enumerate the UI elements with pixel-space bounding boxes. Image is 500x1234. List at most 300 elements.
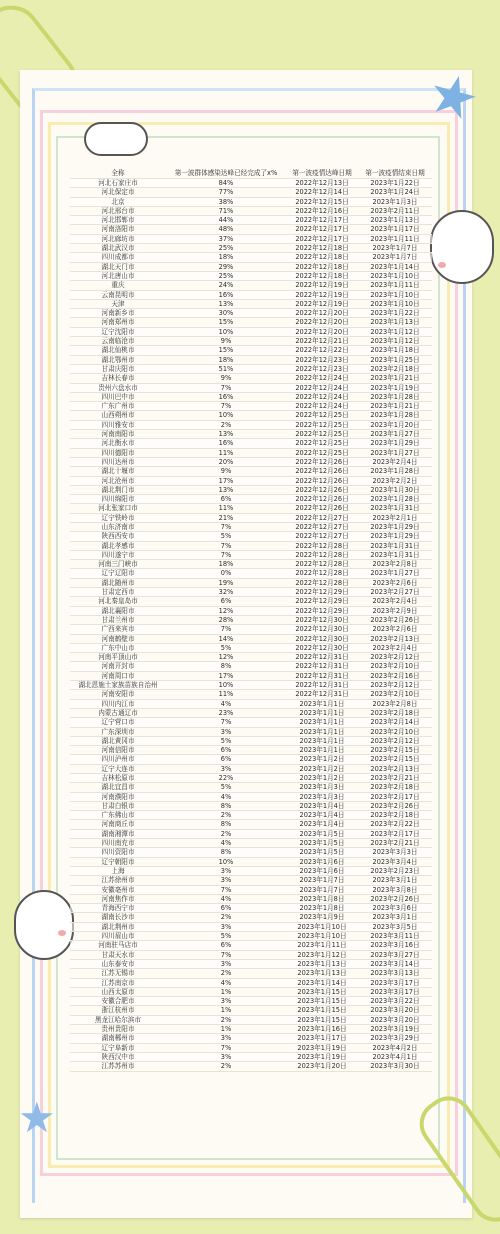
cell-percent: 14% (166, 634, 286, 643)
table-row (70, 402, 432, 411)
cell-peak-date: 2023年1月15日 (286, 1015, 358, 1024)
cell-name: 河北秦皇岛市 (70, 597, 166, 606)
cell-end-date: 2023年1月11日 (358, 234, 432, 243)
cell-name: 湖北天门市 (70, 262, 166, 271)
cell-name: 河北廊坊市 (70, 234, 166, 243)
cell-end-date: 2023年1月27日 (358, 448, 432, 457)
cell-name: 河北衡水市 (70, 439, 166, 448)
cell-peak-date: 2022年12月28日 (286, 569, 358, 578)
table-row (70, 244, 432, 253)
cell-end-date: 2023年3月11日 (358, 932, 432, 941)
table-row (70, 225, 432, 234)
cell-peak-date: 2023年1月20日 (286, 1062, 358, 1071)
cell-percent: 7% (166, 522, 286, 531)
cell-name: 贵州贵阳市 (70, 1025, 166, 1034)
cell-name: 内蒙古通辽市 (70, 708, 166, 717)
cell-name: 四川遂宁市 (70, 550, 166, 559)
cell-peak-date: 2023年1月2日 (286, 774, 358, 783)
cell-peak-date: 2022年12月27日 (286, 522, 358, 531)
table-row (70, 281, 432, 290)
cell-end-date: 2023年2月14日 (358, 718, 432, 727)
cell-name: 四川内江市 (70, 699, 166, 708)
table-row (70, 829, 432, 838)
cell-end-date: 2023年1月28日 (358, 392, 432, 401)
cell-peak-date: 2023年1月19日 (286, 1043, 358, 1052)
cell-end-date: 2023年2月6日 (358, 578, 432, 587)
cell-end-date: 2023年3月13日 (358, 969, 432, 978)
table-row (70, 522, 432, 531)
cell-name: 河南信阳市 (70, 746, 166, 755)
cell-end-date: 2023年1月29日 (358, 522, 432, 531)
cell-percent: 3% (166, 922, 286, 931)
cell-percent: 4% (166, 839, 286, 848)
cell-percent: 5% (166, 643, 286, 652)
cell-name: 湖北恩施土家族苗族自治州 (70, 681, 166, 690)
cell-peak-date: 2023年1月17日 (286, 1034, 358, 1043)
cell-peak-date: 2023年1月4日 (286, 801, 358, 810)
cell-end-date: 2023年2月11日 (358, 206, 432, 215)
cell-name: 天津 (70, 299, 166, 308)
cell-end-date: 2023年1月24日 (358, 188, 432, 197)
cell-end-date: 2023年2月22日 (358, 820, 432, 829)
cell-end-date: 2023年1月19日 (358, 383, 432, 392)
cell-end-date: 2023年3月29日 (358, 1034, 432, 1043)
cell-name: 四川雅安市 (70, 420, 166, 429)
cell-peak-date: 2023年1月3日 (286, 792, 358, 801)
cell-percent: 6% (166, 904, 286, 913)
cell-peak-date: 2022年12月23日 (286, 364, 358, 373)
cell-end-date: 2023年1月31日 (358, 504, 432, 513)
cell-percent: 7% (166, 541, 286, 550)
table-row (70, 1025, 432, 1034)
cell-end-date: 2023年2月8日 (358, 560, 432, 569)
table-row (70, 1034, 432, 1043)
cell-percent: 16% (166, 290, 286, 299)
table-row (70, 801, 432, 810)
cell-percent: 22% (166, 774, 286, 783)
cell-peak-date: 2022年12月30日 (286, 643, 358, 652)
data-table-container (70, 168, 432, 1072)
table-row (70, 746, 432, 755)
cell-end-date: 2023年2月8日 (358, 699, 432, 708)
table-row (70, 625, 432, 634)
cell-name: 贵州六盘水市 (70, 383, 166, 392)
cell-percent: 7% (166, 550, 286, 559)
cell-end-date: 2023年3月20日 (358, 1006, 432, 1015)
epidemic-peak-table (70, 168, 432, 1072)
cell-end-date: 2023年3月14日 (358, 959, 432, 968)
cell-name: 辽宁朝阳市 (70, 857, 166, 866)
cell-peak-date: 2022年12月24日 (286, 374, 358, 383)
cell-name: 辽宁大连市 (70, 764, 166, 773)
cell-name: 四川南充市 (70, 839, 166, 848)
cell-name: 河南驻马店市 (70, 941, 166, 950)
cell-name: 湖南郴州市 (70, 1034, 166, 1043)
table-row (70, 904, 432, 913)
cell-name: 河北石家庄市 (70, 179, 166, 188)
cell-name: 河南周口市 (70, 671, 166, 680)
table-row (70, 253, 432, 262)
table-row (70, 866, 432, 875)
cell-end-date: 2023年1月27日 (358, 569, 432, 578)
cell-percent: 3% (166, 876, 286, 885)
table-row (70, 476, 432, 485)
table-row (70, 383, 432, 392)
table-row (70, 355, 432, 364)
cell-name: 河南平顶山市 (70, 653, 166, 662)
table-row (70, 643, 432, 652)
cell-name: 河南商丘市 (70, 820, 166, 829)
cell-end-date: 2023年2月12日 (358, 736, 432, 745)
cell-end-date: 2023年1月22日 (358, 309, 432, 318)
cell-percent: 6% (166, 755, 286, 764)
table-row (70, 560, 432, 569)
cell-name: 湖北十堰市 (70, 467, 166, 476)
cell-percent: 25% (166, 271, 286, 280)
cell-name: 重庆 (70, 281, 166, 290)
table-row (70, 504, 432, 513)
cell-name: 湖北随州市 (70, 578, 166, 587)
cell-percent: 4% (166, 894, 286, 903)
cell-end-date: 2023年1月17日 (358, 225, 432, 234)
cell-percent: 8% (166, 662, 286, 671)
cell-peak-date: 2023年1月15日 (286, 1006, 358, 1015)
cell-percent: 8% (166, 820, 286, 829)
cell-name: 甘肃白银市 (70, 801, 166, 810)
cell-name: 吉林长春市 (70, 374, 166, 383)
cell-percent: 6% (166, 941, 286, 950)
cell-percent: 28% (166, 615, 286, 624)
cell-end-date: 2023年1月25日 (358, 355, 432, 364)
cell-peak-date: 2022年12月29日 (286, 606, 358, 615)
cell-end-date: 2023年1月22日 (358, 179, 432, 188)
table-row (70, 671, 432, 680)
cell-name: 湖北荆州市 (70, 922, 166, 931)
cell-end-date: 2023年4月2日 (358, 1043, 432, 1052)
cell-end-date: 2023年2月21日 (358, 774, 432, 783)
cell-peak-date: 2022年12月28日 (286, 578, 358, 587)
cell-percent: 24% (166, 281, 286, 290)
cell-end-date: 2023年1月30日 (358, 485, 432, 494)
cell-name: 山西朔州市 (70, 411, 166, 420)
cell-peak-date: 2023年1月5日 (286, 839, 358, 848)
cell-end-date: 2023年1月3日 (358, 197, 432, 206)
cell-end-date: 2023年2月18日 (358, 708, 432, 717)
cell-end-date: 2023年2月21日 (358, 839, 432, 848)
table-row (70, 708, 432, 717)
cell-end-date: 2023年2月13日 (358, 764, 432, 773)
cell-end-date: 2023年3月5日 (358, 922, 432, 931)
cell-percent: 44% (166, 216, 286, 225)
cell-peak-date: 2022年12月22日 (286, 346, 358, 355)
cell-name: 甘肃兰州市 (70, 615, 166, 624)
cell-end-date: 2023年2月16日 (358, 671, 432, 680)
cell-end-date: 2023年1月14日 (358, 262, 432, 271)
table-row (70, 569, 432, 578)
cell-percent: 1% (166, 987, 286, 996)
cell-peak-date: 2022年12月17日 (286, 234, 358, 243)
cell-end-date: 2023年3月1日 (358, 876, 432, 885)
cell-end-date: 2023年3月6日 (358, 904, 432, 913)
cell-name: 广东中山市 (70, 643, 166, 652)
cell-name: 湖北襄阳市 (70, 606, 166, 615)
table-row (70, 727, 432, 736)
table-row (70, 578, 432, 587)
table-row (70, 615, 432, 624)
cell-percent: 5% (166, 532, 286, 541)
cell-percent: 77% (166, 188, 286, 197)
cell-end-date: 2023年2月17日 (358, 829, 432, 838)
cell-percent: 71% (166, 206, 286, 215)
cell-percent: 7% (166, 885, 286, 894)
cell-peak-date: 2022年12月19日 (286, 299, 358, 308)
cell-percent: 1% (166, 1025, 286, 1034)
cell-percent: 16% (166, 439, 286, 448)
table-row (70, 588, 432, 597)
cell-end-date: 2023年2月4日 (358, 457, 432, 466)
cell-percent: 37% (166, 234, 286, 243)
cell-peak-date: 2022年12月27日 (286, 513, 358, 522)
table-header-row (70, 168, 432, 179)
table-row (70, 411, 432, 420)
table-row (70, 234, 432, 243)
cell-name: 云南临沧市 (70, 337, 166, 346)
cell-end-date: 2023年1月31日 (358, 541, 432, 550)
cell-percent: 19% (166, 578, 286, 587)
cell-end-date: 2023年1月13日 (358, 216, 432, 225)
cell-percent: 2% (166, 829, 286, 838)
cell-peak-date: 2023年1月9日 (286, 913, 358, 922)
cell-name: 甘肃定西市 (70, 588, 166, 597)
table-row (70, 290, 432, 299)
cloud-blush (438, 262, 446, 268)
cell-name: 河北邯郸市 (70, 216, 166, 225)
cell-percent: 7% (166, 718, 286, 727)
cell-end-date: 2023年2月10日 (358, 690, 432, 699)
cell-peak-date: 2022年12月28日 (286, 550, 358, 559)
cell-percent: 2% (166, 969, 286, 978)
cell-percent: 4% (166, 978, 286, 987)
cell-name: 黑龙江哈尔滨市 (70, 1015, 166, 1024)
cell-peak-date: 2022年12月30日 (286, 625, 358, 634)
cell-name: 河南鹤壁市 (70, 634, 166, 643)
table-row (70, 216, 432, 225)
cell-peak-date: 2022年12月26日 (286, 504, 358, 513)
table-row (70, 420, 432, 429)
table-row (70, 969, 432, 978)
table-row (70, 448, 432, 457)
table-row (70, 467, 432, 476)
cell-name: 河北唐山市 (70, 271, 166, 280)
cell-peak-date: 2022年12月20日 (286, 309, 358, 318)
cell-name: 河南开封市 (70, 662, 166, 671)
cell-percent: 10% (166, 857, 286, 866)
cell-percent: 38% (166, 197, 286, 206)
cell-percent: 10% (166, 327, 286, 336)
cell-end-date: 2023年2月26日 (358, 615, 432, 624)
table-row (70, 457, 432, 466)
cell-peak-date: 2023年1月14日 (286, 978, 358, 987)
cell-end-date: 2023年2月9日 (358, 606, 432, 615)
cell-peak-date: 2022年12月24日 (286, 383, 358, 392)
cell-peak-date: 2023年1月16日 (286, 1025, 358, 1034)
cell-percent: 11% (166, 504, 286, 513)
cell-percent: 3% (166, 959, 286, 968)
cell-end-date: 2023年3月1日 (358, 913, 432, 922)
cell-percent: 4% (166, 699, 286, 708)
table-row (70, 932, 432, 941)
cell-percent: 11% (166, 690, 286, 699)
cell-peak-date: 2022年12月25日 (286, 430, 358, 439)
cell-name: 河北邢台市 (70, 206, 166, 215)
table-row (70, 1006, 432, 1015)
cell-peak-date: 2022年12月26日 (286, 495, 358, 504)
cell-peak-date: 2023年1月5日 (286, 848, 358, 857)
table-row (70, 299, 432, 308)
cell-peak-date: 2023年1月1日 (286, 727, 358, 736)
cell-name: 湖北荆门市 (70, 485, 166, 494)
cell-end-date: 2023年3月30日 (358, 1062, 432, 1071)
table-row (70, 950, 432, 959)
table-row (70, 997, 432, 1006)
cell-percent: 25% (166, 244, 286, 253)
cell-name: 广西来宾市 (70, 625, 166, 634)
cell-peak-date: 2022年12月19日 (286, 281, 358, 290)
cell-end-date: 2023年1月10日 (358, 271, 432, 280)
cell-peak-date: 2023年1月11日 (286, 941, 358, 950)
cloud-icon (430, 210, 494, 284)
cell-name: 青海西宁市 (70, 904, 166, 913)
cell-peak-date: 2022年12月26日 (286, 476, 358, 485)
cell-peak-date: 2022年12月28日 (286, 541, 358, 550)
cell-peak-date: 2023年1月4日 (286, 811, 358, 820)
table-row (70, 894, 432, 903)
cell-end-date: 2023年2月13日 (358, 634, 432, 643)
cell-peak-date: 2022年12月25日 (286, 420, 358, 429)
table-row (70, 346, 432, 355)
cell-name: 辽宁阜新市 (70, 1043, 166, 1052)
cell-name: 广东深圳市 (70, 727, 166, 736)
cell-percent: 3% (166, 866, 286, 875)
cell-end-date: 2023年3月16日 (358, 941, 432, 950)
cell-end-date: 2023年1月28日 (358, 467, 432, 476)
table-row (70, 857, 432, 866)
cell-end-date: 2023年1月21日 (358, 374, 432, 383)
cell-percent: 15% (166, 318, 286, 327)
cell-name: 云南昆明市 (70, 290, 166, 299)
cell-peak-date: 2022年12月23日 (286, 355, 358, 364)
cell-name: 河南濮阳市 (70, 792, 166, 801)
cell-name: 河南洛阳市 (70, 225, 166, 234)
cell-peak-date: 2022年12月16日 (286, 206, 358, 215)
cell-name: 河南南阳市 (70, 430, 166, 439)
table-row (70, 913, 432, 922)
cell-end-date: 2023年1月29日 (358, 439, 432, 448)
table-row (70, 922, 432, 931)
table-row (70, 206, 432, 215)
cell-peak-date: 2022年12月18日 (286, 262, 358, 271)
cell-percent: 2% (166, 811, 286, 820)
cell-end-date: 2023年1月12日 (358, 327, 432, 336)
cell-name: 广东佛山市 (70, 811, 166, 820)
table-row (70, 337, 432, 346)
cell-peak-date: 2023年1月7日 (286, 876, 358, 885)
star-icon: ★ (420, 59, 486, 136)
table-row (70, 197, 432, 206)
cloud-icon (14, 890, 74, 960)
cell-name: 湖北孝感市 (70, 541, 166, 550)
cell-percent: 4% (166, 792, 286, 801)
cell-end-date: 2023年2月17日 (358, 792, 432, 801)
cell-end-date: 2023年3月8日 (358, 885, 432, 894)
table-row (70, 653, 432, 662)
cell-end-date: 2023年3月4日 (358, 857, 432, 866)
cell-percent: 12% (166, 653, 286, 662)
table-row (70, 374, 432, 383)
cell-peak-date: 2022年12月18日 (286, 271, 358, 280)
cell-percent: 7% (166, 383, 286, 392)
cell-name: 河北张家口市 (70, 504, 166, 513)
cell-name: 辽宁营口市 (70, 718, 166, 727)
cell-end-date: 2023年1月13日 (358, 318, 432, 327)
cell-percent: 6% (166, 495, 286, 504)
cell-name: 浙江杭州市 (70, 1006, 166, 1015)
cell-peak-date: 2023年1月5日 (286, 829, 358, 838)
cell-peak-date: 2022年12月20日 (286, 318, 358, 327)
cell-peak-date: 2023年1月13日 (286, 969, 358, 978)
cell-name: 安徽亳州市 (70, 885, 166, 894)
table-row (70, 1062, 432, 1071)
cell-end-date: 2023年1月11日 (358, 281, 432, 290)
cell-name: 河南新乡市 (70, 309, 166, 318)
cell-name: 安徽合肥市 (70, 997, 166, 1006)
cell-name: 吉林松原市 (70, 774, 166, 783)
cell-peak-date: 2023年1月4日 (286, 820, 358, 829)
table-row (70, 690, 432, 699)
cell-peak-date: 2022年12月18日 (286, 253, 358, 262)
cell-peak-date: 2023年1月6日 (286, 866, 358, 875)
table-row (70, 774, 432, 783)
table-row (70, 755, 432, 764)
cell-name: 山西太原市 (70, 987, 166, 996)
cell-end-date: 2023年2月12日 (358, 681, 432, 690)
cell-name: 陕西汉中市 (70, 1052, 166, 1061)
cell-percent: 29% (166, 262, 286, 271)
cell-name: 湖南长沙市 (70, 913, 166, 922)
cell-end-date: 2023年1月12日 (358, 337, 432, 346)
cell-percent: 5% (166, 932, 286, 941)
table-row (70, 783, 432, 792)
cell-peak-date: 2023年1月15日 (286, 987, 358, 996)
cell-peak-date: 2022年12月30日 (286, 615, 358, 624)
cell-percent: 18% (166, 253, 286, 262)
cell-peak-date: 2023年1月1日 (286, 718, 358, 727)
cell-end-date: 2023年2月2日 (358, 476, 432, 485)
cell-name: 湖北武汉市 (70, 244, 166, 253)
table-row (70, 541, 432, 550)
cell-peak-date: 2022年12月26日 (286, 457, 358, 466)
cell-peak-date: 2022年12月29日 (286, 597, 358, 606)
cell-percent: 13% (166, 430, 286, 439)
cell-name: 山东泰安市 (70, 959, 166, 968)
table-body (70, 179, 432, 1072)
table-row (70, 736, 432, 745)
cell-peak-date: 2022年12月25日 (286, 411, 358, 420)
header-name: 全称 (70, 168, 166, 179)
cell-percent: 5% (166, 783, 286, 792)
cell-peak-date: 2022年12月24日 (286, 402, 358, 411)
cell-end-date: 2023年2月6日 (358, 625, 432, 634)
